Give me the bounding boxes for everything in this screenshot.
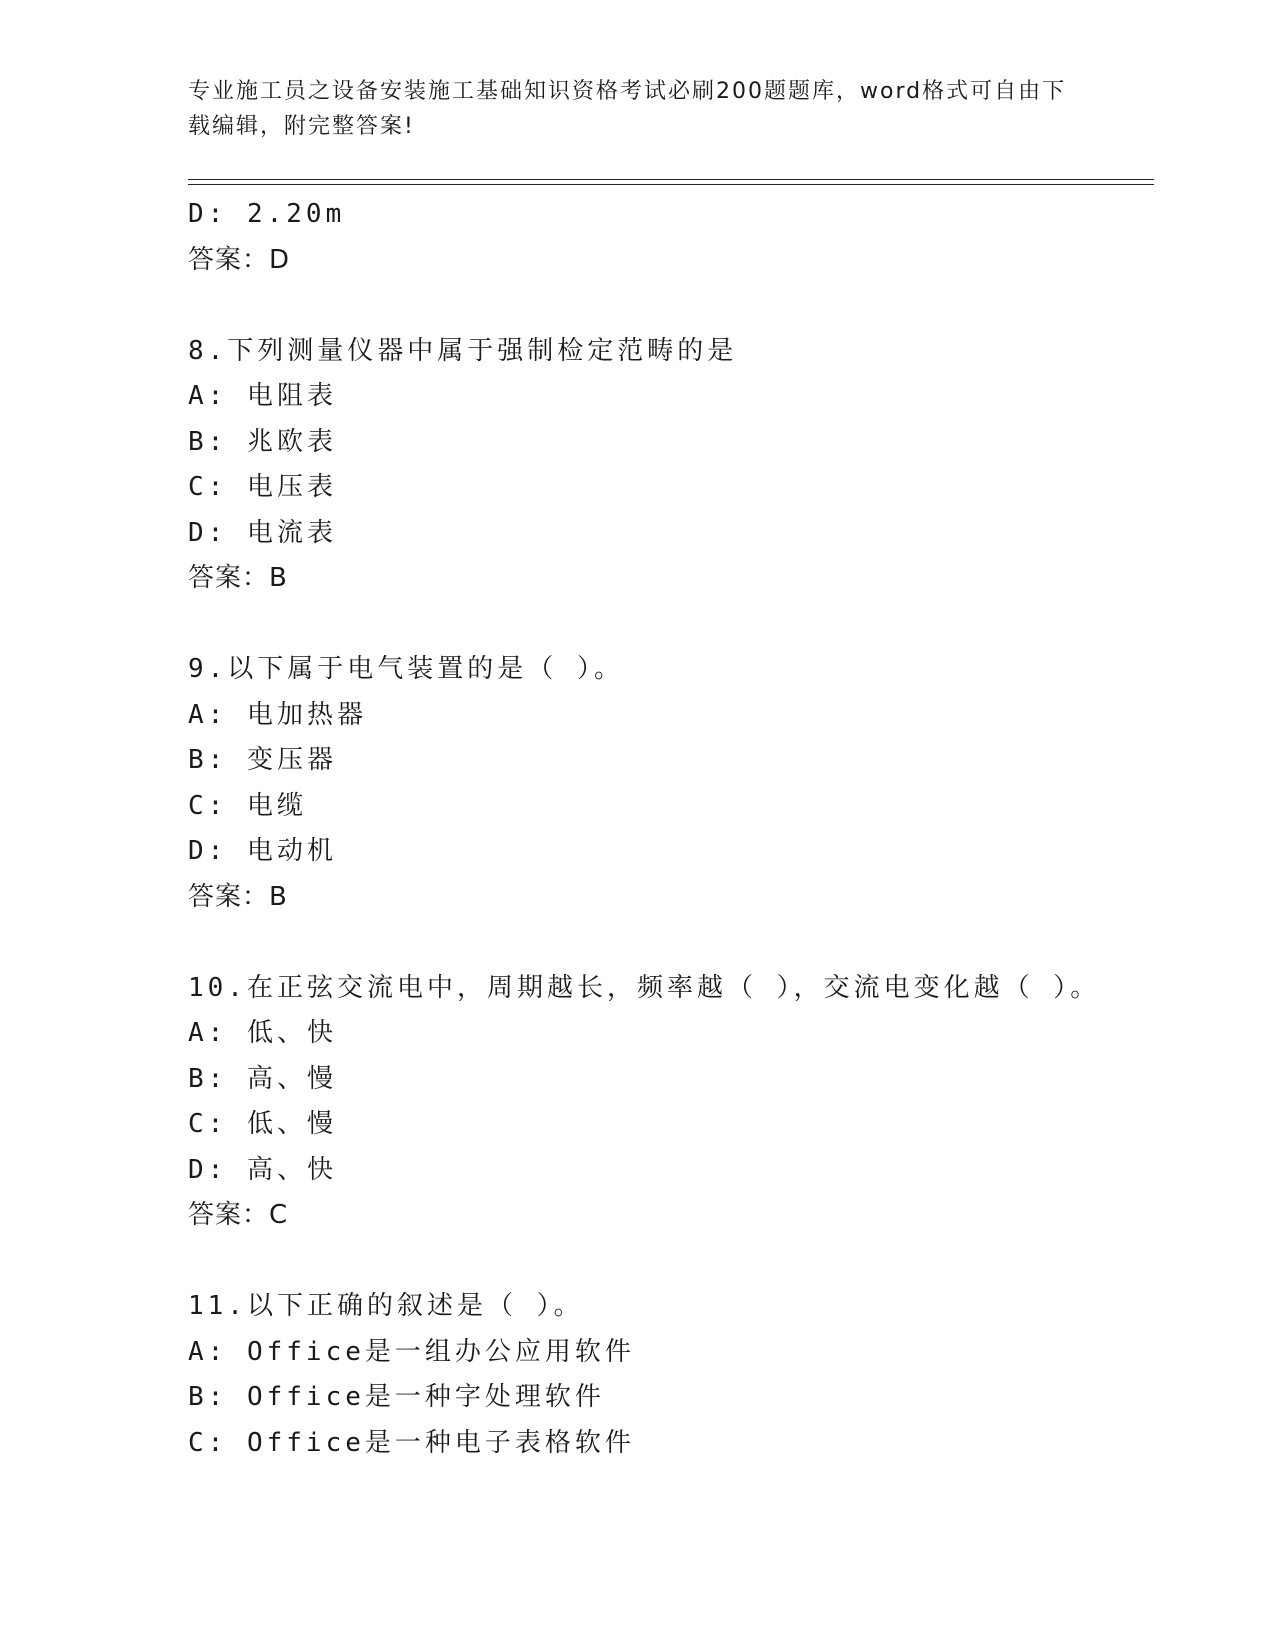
- answer-line: 答案：B: [188, 881, 288, 912]
- option-a: A: 电加热器: [188, 699, 367, 730]
- option-b: B: 变压器: [188, 745, 337, 775]
- question-list: [188, 192, 1168, 1466]
- document-header: 专业施工员之设备安装施工基础知识资格考试必刷200题题库，word格式可自由下载编辑，附完整答案!: [188, 79, 1067, 139]
- answer-line: 答案：B: [188, 563, 288, 593]
- option-d: D: 电动机: [188, 836, 337, 866]
- option-a: A: Office是一组办公应用软件: [188, 1336, 635, 1367]
- option-c: C: 电压表: [188, 472, 337, 502]
- option-b: B: 高、慢: [188, 1063, 337, 1094]
- question-stem: 11.以下正确的叙述是（ ）。: [188, 1291, 584, 1321]
- question-item: [188, 966, 1168, 1239]
- question-item: [188, 647, 1168, 920]
- option-d: D: 电流表: [188, 517, 337, 548]
- question-stem: 9.以下属于电气装置的是（ ）。: [188, 654, 624, 684]
- option-c: C: Office是一种电子表格软件: [188, 1427, 635, 1458]
- answer-line: 答案：C: [188, 1200, 289, 1230]
- option-c: C: 低、慢: [188, 1109, 337, 1139]
- question-stem: 8.下列测量仪器中属于强制检定范畴的是: [188, 335, 738, 366]
- header-divider-top: [188, 179, 1154, 180]
- option-d: D: 高、快: [188, 1154, 337, 1185]
- question-stem: 10.在正弦交流电中，周期越长，频率越（ ），交流电变化越（ ）。: [188, 972, 1101, 1003]
- option-a: A: 低、快: [188, 1018, 337, 1048]
- option-d: D: 2.20m: [188, 199, 346, 229]
- question-item: [188, 1284, 1168, 1466]
- option-a: A: 电阻表: [188, 381, 337, 411]
- option-b: B: Office是一种字处理软件: [188, 1382, 605, 1412]
- question-item: [188, 329, 1168, 602]
- header-divider-bottom: [188, 184, 1154, 185]
- option-c: C: 电缆: [188, 790, 307, 821]
- option-b: B: 兆欧表: [188, 426, 337, 457]
- answer-line: 答案：D: [188, 244, 291, 275]
